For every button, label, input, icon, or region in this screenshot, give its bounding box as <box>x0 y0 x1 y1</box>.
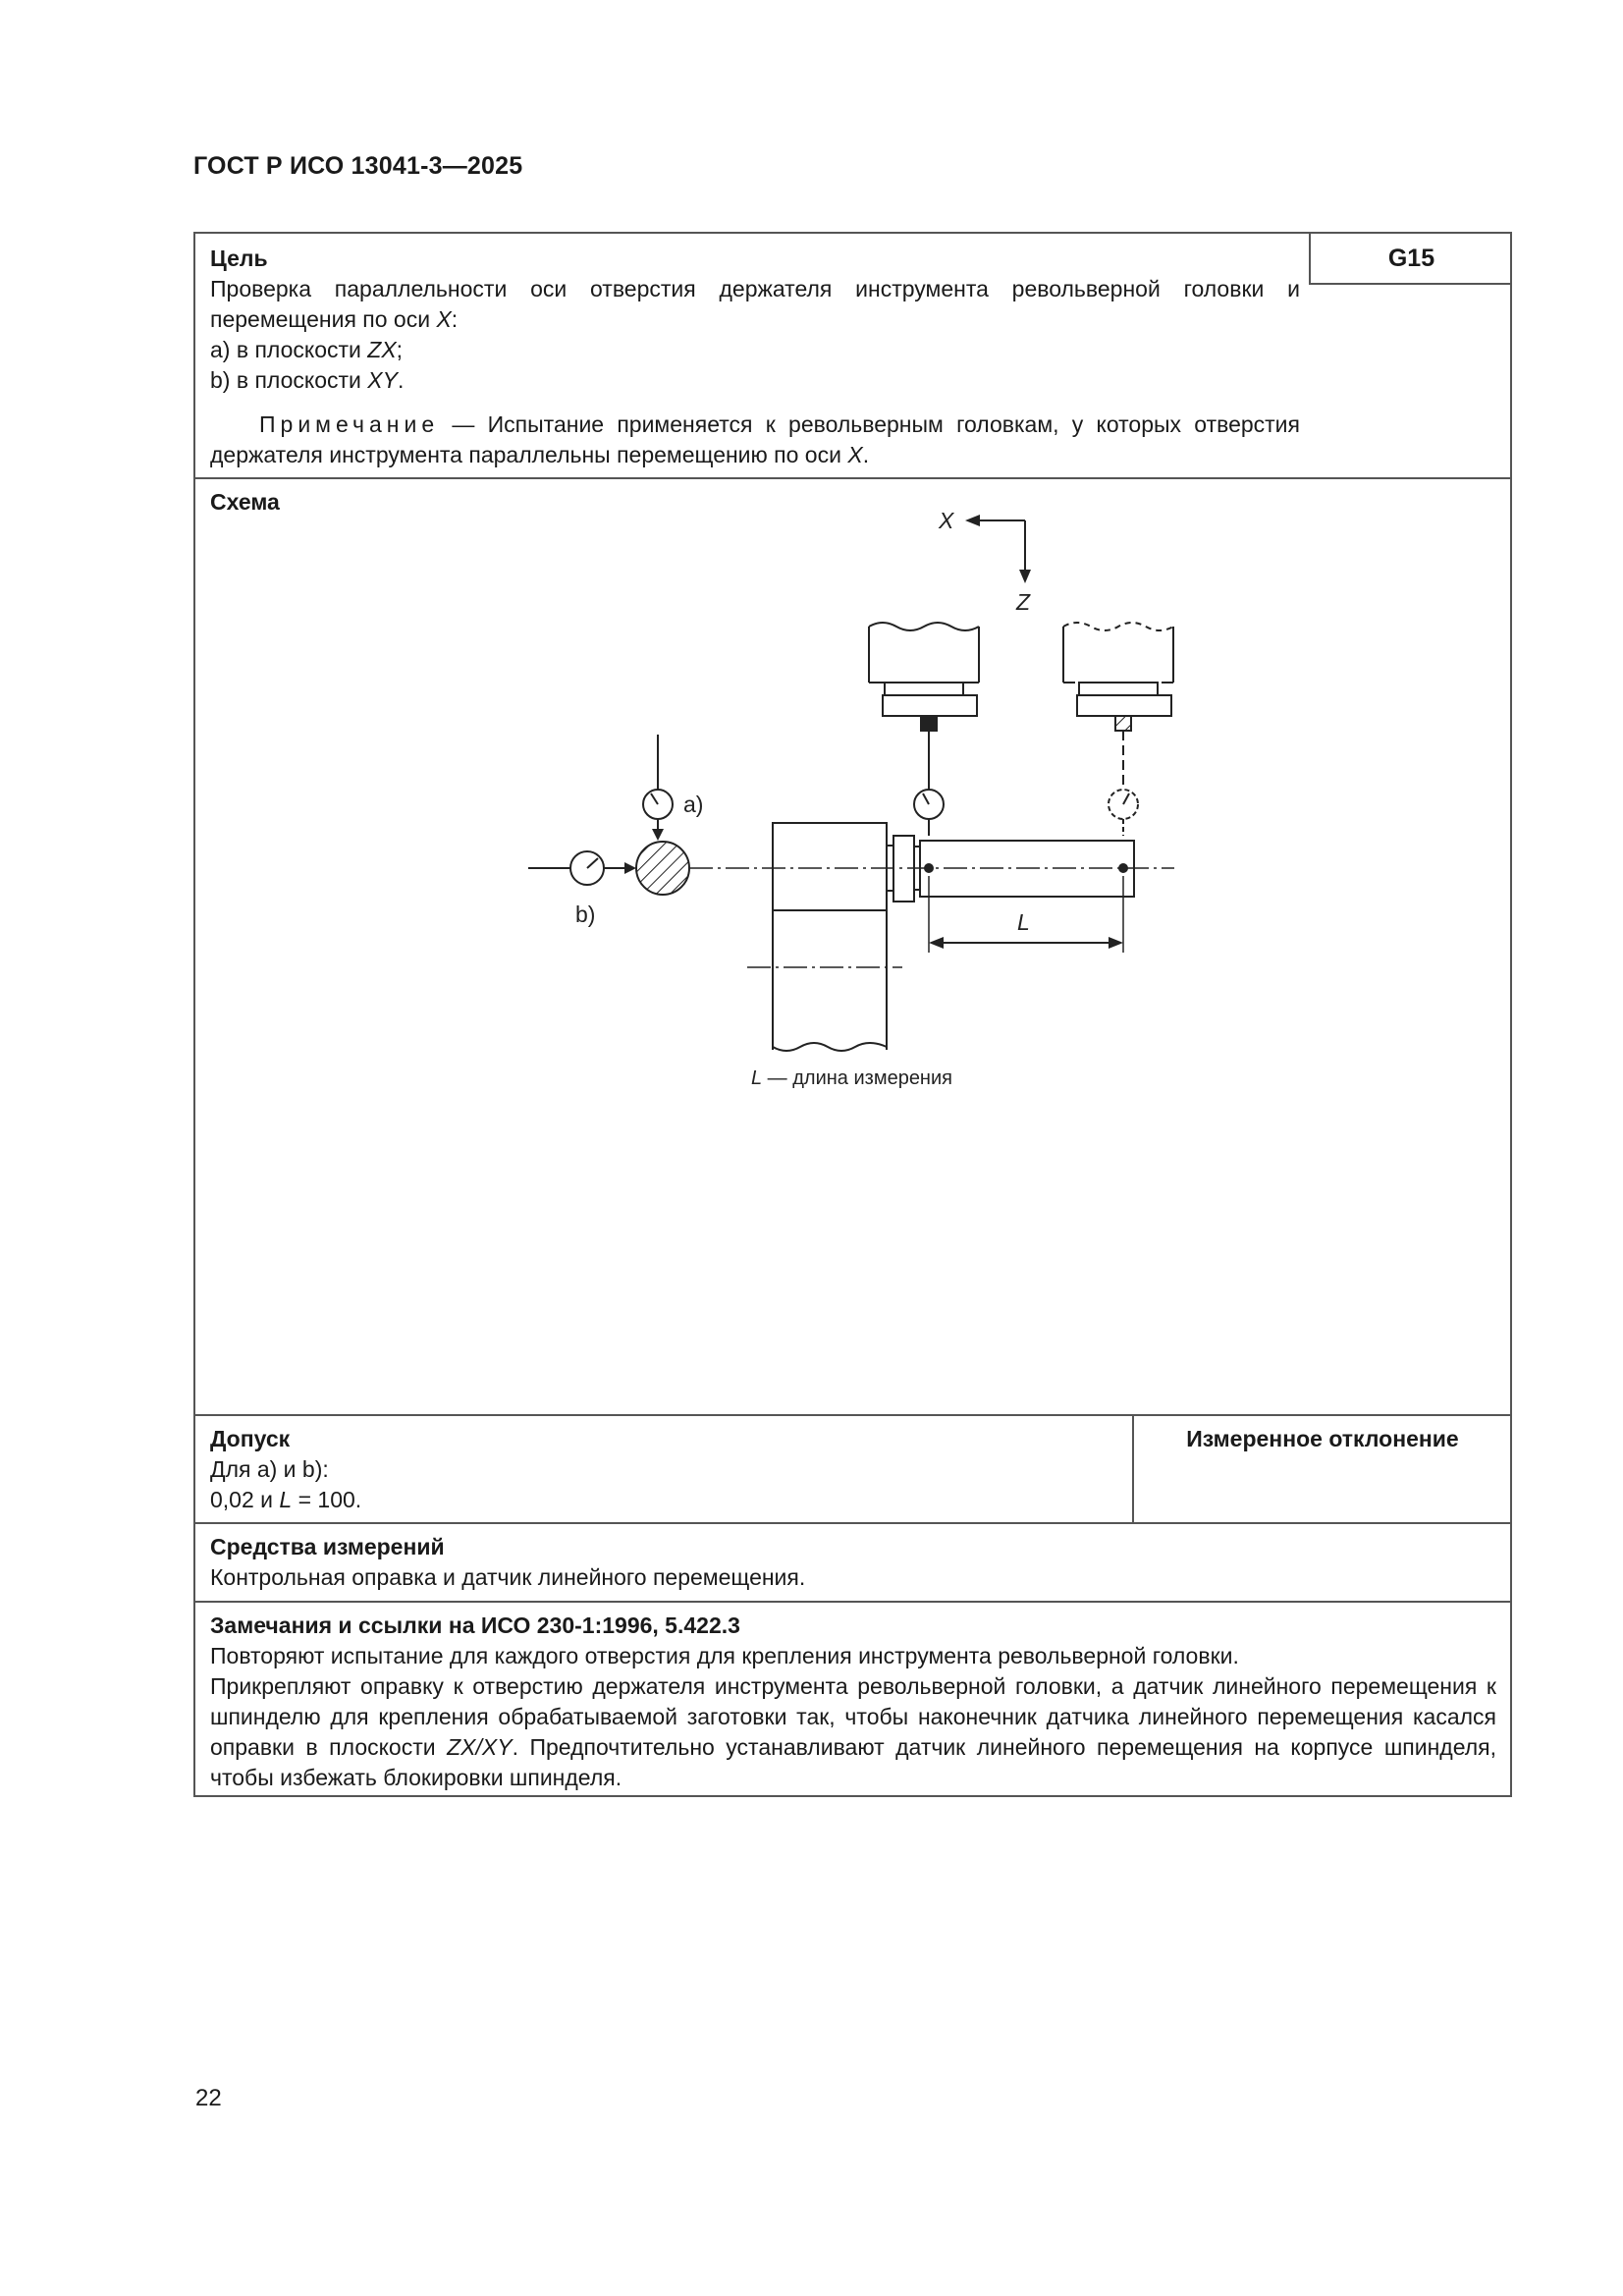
instruments-text: Контрольная оправка и датчик линейного перемещения. <box>210 1564 806 1590</box>
tolerance-condition: Для a) и b): <box>210 1456 329 1482</box>
divider <box>195 1522 1510 1524</box>
divider <box>1132 1414 1134 1522</box>
axis-x-label: X <box>939 508 954 533</box>
page-number: 22 <box>195 2085 222 2111</box>
instruments-heading: Средства измерений <box>210 1534 445 1559</box>
test-code: G15 <box>1309 234 1512 285</box>
goal-item-b: b) в плоскости XY. <box>210 367 405 393</box>
axis-z-label: Z <box>1016 589 1031 615</box>
note-lead: Примечание <box>259 411 440 437</box>
tolerance-section <box>210 1424 1094 1515</box>
divider <box>195 1601 1510 1603</box>
remarks-line1: Повторяют испытание для каждого отверстия для крепления инструмента револьверной головки. <box>210 1643 1239 1668</box>
label-a: a) <box>683 792 704 817</box>
goal-note: Примечание — Испытание применяется к револьверным головкам, у которых отверстия держателя инструмента параллельны перемещению по оси X. <box>210 411 1300 467</box>
divider <box>195 1414 1510 1416</box>
tolerance-value: 0,02 и L = 100. <box>210 1487 362 1512</box>
instruments-section <box>210 1532 1496 1593</box>
test-card <box>193 232 1512 1797</box>
label-L: L <box>1017 909 1030 935</box>
label-b: b) <box>575 902 596 927</box>
remarks-heading: Замечания и ссылки на ИСО 230-1:1996, 5.422.3 <box>210 1613 740 1638</box>
remarks-paragraph: Прикрепляют оправку к отверстию держателя инструмента револьверной головки, а датчик линейного перемещения к шпинделю для крепления обрабатываемой заготовки так, чтобы наконечник датчика линейного перемещения касался оправки в плоскости ZX/XY. Предпочтительно устанавливают датчик линейного перемещения на корпусе шпинделя, чтобы избежать блокировки шпинделя. <box>210 1673 1496 1790</box>
scheme-caption: L — длина измерения <box>751 1067 952 1089</box>
tolerance-heading: Допуск <box>210 1426 291 1451</box>
document-code: ГОСТ Р ИСО 13041-3—2025 <box>193 152 523 180</box>
goal-heading: Цель <box>210 246 268 271</box>
goal-item-a: a) в плоскости ZX; <box>210 337 404 362</box>
goal-section <box>210 244 1300 470</box>
remarks-section <box>210 1611 1496 1793</box>
goal-text: Проверка параллельности оси отверстия держателя инструмента револьверной головки и перемещения по оси X: <box>210 276 1300 332</box>
measured-deviation-heading: Измеренное отклонение <box>1186 1426 1459 1451</box>
scheme-diagram <box>195 479 1510 1108</box>
scheme-heading: Схема <box>210 489 280 515</box>
